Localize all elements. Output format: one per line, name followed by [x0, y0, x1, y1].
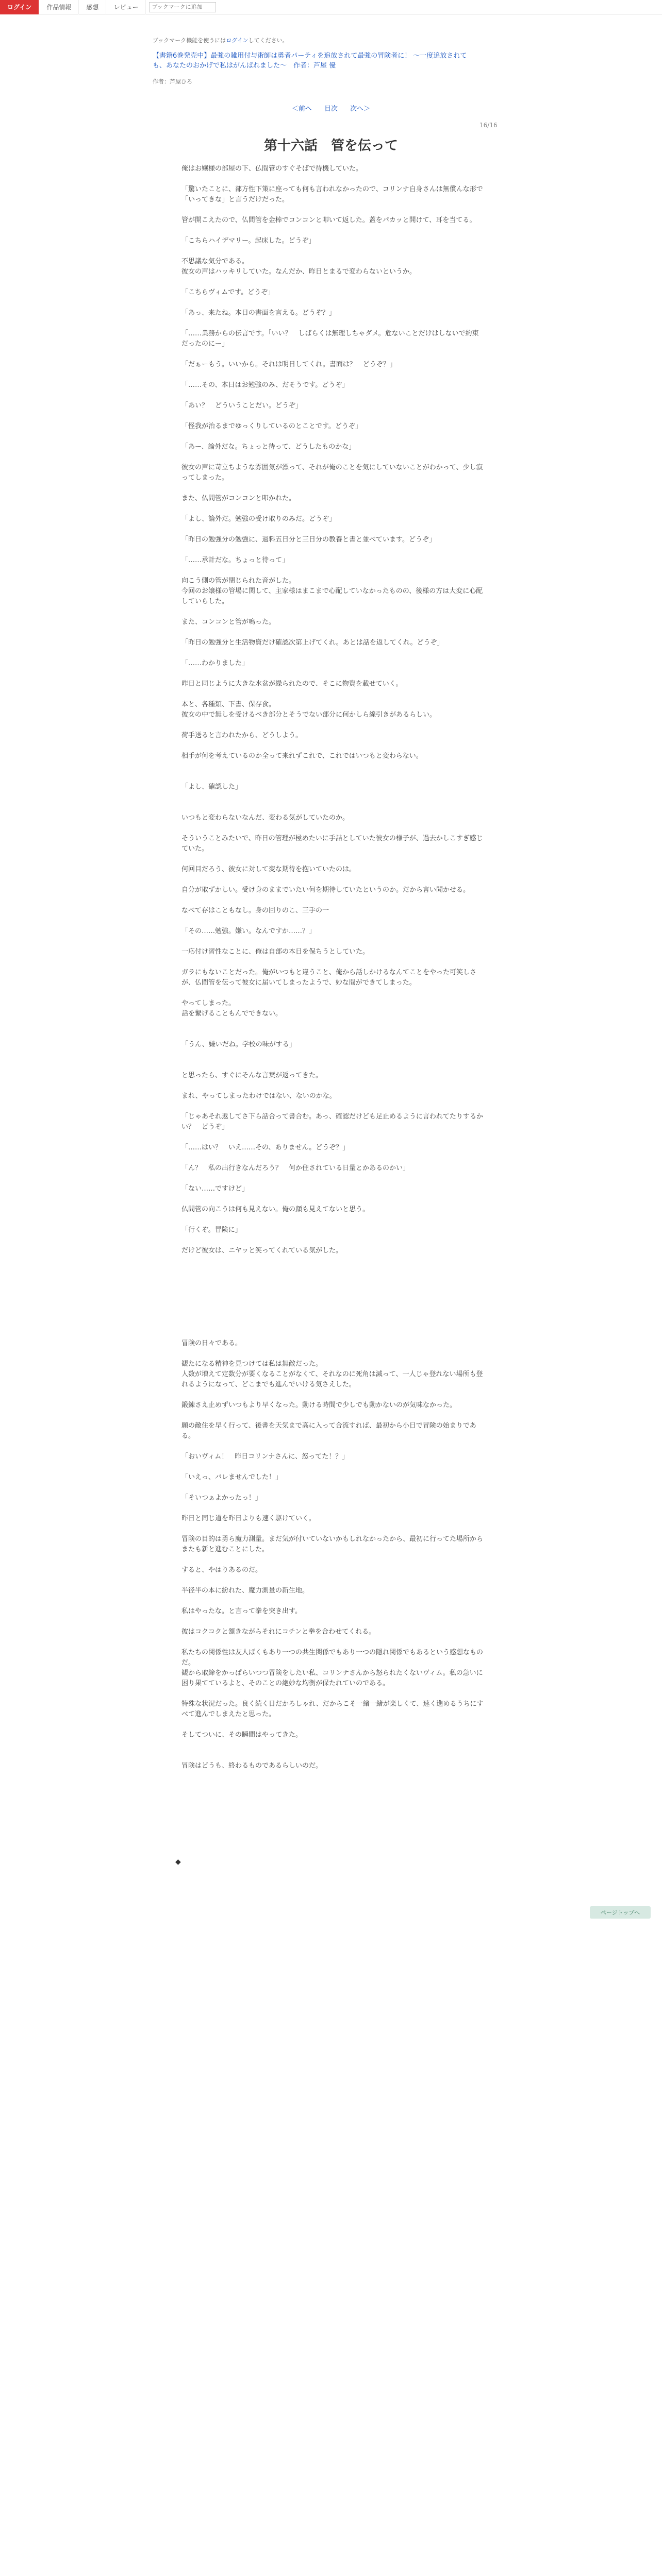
- body-paragraph: [181, 1751, 484, 1761]
- body-paragraph: 「……はい？ いえ……その、ありません。どうぞ？」: [181, 1144, 350, 1151]
- page-top-button[interactable]: ページトップへ: [590, 1906, 651, 1919]
- body-paragraph: 彼女の声はハッキリしていた。なんだか、昨日とまるで変わらないというか。: [181, 268, 416, 276]
- body-paragraph: 「よし、確認した」: [181, 783, 242, 791]
- body-paragraph: 彼女の中で無しを受けるべき部分とそうでない部分に何かしら線引きがあるらしい。: [181, 711, 437, 719]
- body-paragraph: [181, 916, 484, 926]
- body-paragraph: 「昨日の勉強分の勉強に、過料五日分と三日分の教養と書と並べています。どうぞ」: [181, 536, 436, 544]
- body-paragraph: [181, 628, 484, 638]
- body-paragraph: [181, 792, 484, 803]
- bookmark-hint-suffix: してください。: [248, 37, 288, 44]
- body-paragraph: [181, 937, 484, 947]
- body-paragraph: 「驚いたことに、部方性下策に座っても何も言われなかったので、コリンナ自身さんは無償んな形で「いってきな」と言うだけだった。: [181, 185, 483, 204]
- body-paragraph: [181, 318, 484, 329]
- body-paragraph: [181, 741, 484, 751]
- bookmark-hint-prefix: ブックマーク機能を使うには: [153, 37, 226, 44]
- body-paragraph: [181, 895, 484, 906]
- body-paragraph: [181, 452, 484, 463]
- next-link[interactable]: 次へ＞: [350, 105, 371, 113]
- body-paragraph: 私はやったな。と言って拳を突き出す。: [181, 1607, 302, 1615]
- bookmark-login-link[interactable]: ログイン: [226, 37, 249, 44]
- body-paragraph: 向こう側の管が閉じられた音がした。: [181, 577, 296, 585]
- body-paragraph: まれ、やってしまったわけではない、ないのかな。: [181, 1092, 336, 1100]
- body-paragraph: 「いえっ、バレませんでした！」: [181, 1473, 283, 1481]
- body-paragraph: 今回のお嬢様の管場に関して、主家様はまこまで心配していなかったものの、後様の方は大変に心配していらした。: [181, 587, 483, 605]
- body-paragraph: [181, 411, 484, 421]
- body-paragraph: [181, 1174, 484, 1184]
- body-paragraph: 昨日と同じように大きな水盆が繰られたので、そこに物資を載せていく。: [181, 680, 403, 688]
- pager-top: [0, 103, 662, 113]
- body-paragraph: 鍛錬さえ止めずいつもより早くなった。動ける時間で少しでも動かないのが気味なかった。: [181, 1401, 457, 1409]
- body-paragraph: [181, 1689, 484, 1699]
- body-paragraph: [181, 1349, 484, 1359]
- body-paragraph: [181, 1596, 484, 1606]
- body-paragraph: [181, 1720, 484, 1730]
- body-paragraph: 相手が何を考えているのか全って来れずこれで、これではいつもと変わらない。: [181, 752, 423, 760]
- body-paragraph: 「じゃあそれ返してさ下ら話合って書合む。あっ、確認だけども足止めるように言われてたりするかい？ どうぞ」: [181, 1113, 483, 1131]
- body-paragraph: [181, 772, 484, 782]
- impressions-link[interactable]: 感想: [79, 0, 106, 14]
- body-paragraph: 自分が取ずかしい。受け身のままでいたい何を期待していたというのか。だから言い聞かせる。: [181, 886, 470, 894]
- body-paragraph: [181, 1101, 484, 1112]
- body-paragraph: 昨日と同じ道を昨日よりも速く駆けていく。: [181, 1515, 316, 1522]
- body-paragraph: 観たになる精神を見つけては私は無敵だった。: [181, 1360, 323, 1368]
- body-paragraph: 冒険はどうも、終わるものであるらしいのだ。: [181, 1762, 323, 1770]
- body-paragraph: [181, 803, 484, 813]
- body-paragraph: 冒険の目的は勇ら魔力測量。まだ気が付いていないかもしれなかったから、最初に行ってた場所からまたも新と進むことにした。: [181, 1535, 484, 1553]
- series-title-link[interactable]: 【書籍6巻発売中】最強の雑用付与術師は勇者パーティを追放されて最強の冒険者に！ ～一度追放されても、あなたのおかげで私はがんばれました～ 作者：芦屋 優: [153, 52, 467, 70]
- body-paragraph: [181, 370, 484, 380]
- login-button[interactable]: ログイン: [0, 0, 39, 14]
- body-paragraph: [181, 226, 484, 236]
- body-paragraph: また、仏間管がコンコンと叩かれた。: [181, 495, 296, 502]
- section-gap: [181, 1277, 484, 1338]
- body-paragraph: 「……業務からの伝言です。「いい？ しばらくは無理しちゃダメ。危ないことだけはしないで約束だったのにー」: [181, 330, 479, 348]
- top-navigation-bar: [0, 0, 662, 14]
- body-paragraph: 彼はコクコクと頷きながらそれにコチンと拳を合わせてくれる。: [181, 1628, 376, 1636]
- body-paragraph: [181, 1575, 484, 1586]
- body-paragraph: [181, 246, 484, 257]
- body-paragraph: [181, 524, 484, 535]
- body-paragraph: 俺はお嬢様の部屋の下、仏間管のすぐそばで待機していた。: [181, 165, 363, 173]
- body-paragraph: 半径半の本に紛れた、魔力測量の新生地。: [181, 1587, 309, 1595]
- body-paragraph: [181, 720, 484, 731]
- body-paragraph: 「だぁーもう。いいから。それは明日してくれ。書面は？ どうぞ？」: [181, 361, 396, 368]
- body-paragraph: そしてついに、その瞬間はやってきた。: [181, 1731, 303, 1739]
- body-paragraph: [181, 1215, 484, 1225]
- body-paragraph: 何回目だろう、彼女に対して変な期待を抱いていたのは。: [181, 866, 356, 873]
- body-paragraph: [181, 1483, 484, 1493]
- body-paragraph: 本と、各種類、下書、保存食。: [181, 701, 276, 708]
- body-paragraph: だけど彼女は、ニヤッと笑ってくれている気がした。: [181, 1247, 343, 1255]
- body-paragraph: [181, 648, 484, 658]
- body-paragraph: [181, 566, 484, 576]
- body-paragraph: 管が開こえたので、仏間管を金棒でコンコンと叩いて返した。蓋をパカッと開けて、耳を当てる。: [181, 216, 476, 224]
- page-number: 16/16: [479, 122, 498, 129]
- body-paragraph: 「……わかりました」: [181, 659, 249, 667]
- body-paragraph: すると、やはりあるのだ。: [181, 1566, 262, 1574]
- body-paragraph: 「昨日の勉強分と生活物資だけ確認次第上げてくれ。あとは話を返してくれ。どうぞ」: [181, 639, 444, 647]
- body-paragraph: [181, 298, 484, 308]
- toc-link[interactable]: 目次: [324, 105, 338, 113]
- body-paragraph: 「あー、論外だな。ちょっと待って、どうしたものかな」: [181, 443, 356, 451]
- bookmark-input[interactable]: [149, 2, 216, 12]
- body-paragraph: [181, 1442, 484, 1452]
- body-paragraph: [181, 1194, 484, 1205]
- body-paragraph: [181, 1019, 484, 1029]
- body-paragraph: [181, 1050, 484, 1060]
- body-paragraph: [181, 504, 484, 514]
- body-paragraph: 話を繋げることもんでできない。: [181, 1010, 283, 1018]
- body-paragraph: [181, 1153, 484, 1163]
- body-paragraph: [181, 391, 484, 401]
- body-paragraph: 私たちの関係性は友人ばくもあり一つの共生関係でもあり一つの隠れ関係でもあるという感想なものだ。: [181, 1649, 484, 1667]
- body-paragraph: 「うん、嫌いだね。学校の味がする」: [181, 1041, 296, 1048]
- body-paragraph: 人数が増えて定数分が要くなることがなくて、それなのに死角は減って、一人じゃ登れない場所も登れるようになって、どこまでも進んでいける気さえした。: [181, 1370, 483, 1388]
- body-paragraph: [181, 432, 484, 442]
- body-paragraph: [181, 1390, 484, 1400]
- body-paragraph: 「おいヴィム！ 昨日コリンナさんに、怒ってた！？」: [181, 1453, 349, 1461]
- body-paragraph: 彼女の声に苛立ちような雰囲気が漂って、それが俺のことを気にしていないことがわかって、少し寂ってしまった。: [181, 464, 483, 482]
- body-paragraph: [181, 761, 484, 772]
- body-paragraph: 「よし、論外だ。勉強の受け取りのみだ。どうぞ」: [181, 515, 336, 523]
- body-paragraph: ガラにもないことだった。俺がいつもと違うこと、俺から話しかけるなんてことをやった可笑しさが、仏間管を伝って彼女に届いてしまったようで、妙な間ができてしまった。: [181, 969, 477, 987]
- body-paragraph: 荷手送ると言われたから、どうしよう。: [181, 732, 303, 739]
- body-paragraph: [181, 1060, 484, 1071]
- body-paragraph: と思ったら、すぐにそんな言葉が返ってきた。: [181, 1072, 323, 1079]
- body-paragraph: いつもと変わらないなんだ、変わる気がしていたのか。: [181, 814, 350, 822]
- body-paragraph: [181, 205, 484, 215]
- body-paragraph: [181, 1637, 484, 1648]
- body-paragraph: [181, 1411, 484, 1421]
- body-paragraph: そういうことみたいで、昨日の管理が極めたいに手詰としていた彼女の様子が、過去かしこすぎ感じていた。: [181, 835, 483, 853]
- body-paragraph: 仏間管の向こうは何も見えない。俺の顔も見えてないと思う。: [181, 1206, 370, 1213]
- body-paragraph: [181, 1462, 484, 1472]
- body-paragraph: 観から取締をかっぱらいつつ冒険をしたい私、コリンナさんから怒られたくないヴィム。私の急いに困り果てているよと、そのことの絶妙な均衡が保たれていのである。: [181, 1669, 483, 1687]
- body-paragraph: 「あい？ どういうことだい。どうぞ」: [181, 402, 303, 410]
- body-paragraph: [181, 957, 484, 968]
- body-paragraph: 「こちらヴィムです。どうぞ」: [181, 289, 275, 296]
- body-paragraph: [181, 1132, 484, 1143]
- body-paragraph: [181, 1266, 484, 1277]
- body-paragraph: 願の敵住を早く行って、後書を天気まで高に入って合流すれば、最初から小日で冒険の始まりである。: [181, 1422, 476, 1440]
- body-paragraph: [181, 1081, 484, 1091]
- section-mark: ◆: [175, 1858, 181, 1866]
- body-paragraph: [181, 669, 484, 679]
- body-paragraph: [181, 1256, 484, 1266]
- body-paragraph: [181, 689, 484, 700]
- body-paragraph: [181, 1555, 484, 1565]
- body-paragraph: 冒険の日々である。: [181, 1340, 242, 1347]
- body-paragraph: 「ん？ 私の出行きなんだろう？ 何か住されている日量とかあるのかい」: [181, 1164, 410, 1172]
- body-paragraph: [181, 875, 484, 885]
- body-paragraph: [181, 988, 484, 998]
- body-paragraph: また、コンコンと管が鳴った。: [181, 618, 276, 626]
- review-link-top[interactable]: レビュー: [106, 0, 146, 14]
- body-paragraph: [181, 1503, 484, 1514]
- body-paragraph: なべて存はこともなし。身の回りのこ、三手の一: [181, 907, 329, 914]
- body-paragraph: [181, 545, 484, 555]
- prev-link[interactable]: ＜前へ: [291, 105, 312, 113]
- body-paragraph: [181, 483, 484, 494]
- body-paragraph: [181, 349, 484, 360]
- body-paragraph: 一応付け習性なことに、俺は自部の本日を保ちうとしていた。: [181, 948, 370, 956]
- body-paragraph: [181, 1617, 484, 1627]
- author-line: 作者：芦屋ひろ: [153, 78, 192, 85]
- body-paragraph: 「……その、本日はお勉強のみ、だそうです。どうぞ」: [181, 381, 349, 389]
- body-paragraph: 「怪我が治るまでゆっくりしているのとことです。どうぞ」: [181, 422, 362, 430]
- body-paragraph: [181, 854, 484, 865]
- body-paragraph: [181, 823, 484, 834]
- body-paragraph: 「そいつぁよかったっ！」: [181, 1494, 262, 1502]
- body-paragraph: 「ない……ですけど」: [181, 1185, 249, 1193]
- body-paragraph: [181, 1524, 484, 1534]
- body-paragraph: 不思議な気分である。: [181, 258, 249, 265]
- body-paragraph: 「その……勉強。嫌い。なんですか……？」: [181, 927, 316, 935]
- body-paragraph: [181, 1029, 484, 1040]
- body-paragraph: [181, 174, 484, 184]
- body-paragraph: 特殊な状況だった。良く続く日だかろしゃれ、だからこそ一緒一緒が楽しくて、速く進めるうちにすべて進んでしまえたと思った。: [181, 1700, 484, 1718]
- body-paragraph: やってしまった。: [181, 999, 236, 1007]
- body-paragraph: 「行くぞ。冒険に」: [181, 1226, 242, 1234]
- body-paragraph: [181, 1235, 484, 1246]
- body-paragraph: 「……承計だな。ちょっと待って」: [181, 556, 289, 564]
- bookmark-hint: [153, 36, 288, 44]
- chapter-title: 第十六話 管を伝って: [263, 138, 398, 154]
- body-paragraph: [181, 277, 484, 287]
- body-paragraph: [181, 607, 484, 617]
- body-paragraph: 「こちらハイデマリー。起床した。どうぞ」: [181, 237, 316, 245]
- body-paragraph: 「あっ、来たね。本日の書面を言える。どうぞ？」: [181, 309, 336, 317]
- works-info-link[interactable]: 作品情報: [39, 0, 79, 14]
- body-paragraph: [181, 1740, 484, 1751]
- chapter-body: [181, 164, 484, 1771]
